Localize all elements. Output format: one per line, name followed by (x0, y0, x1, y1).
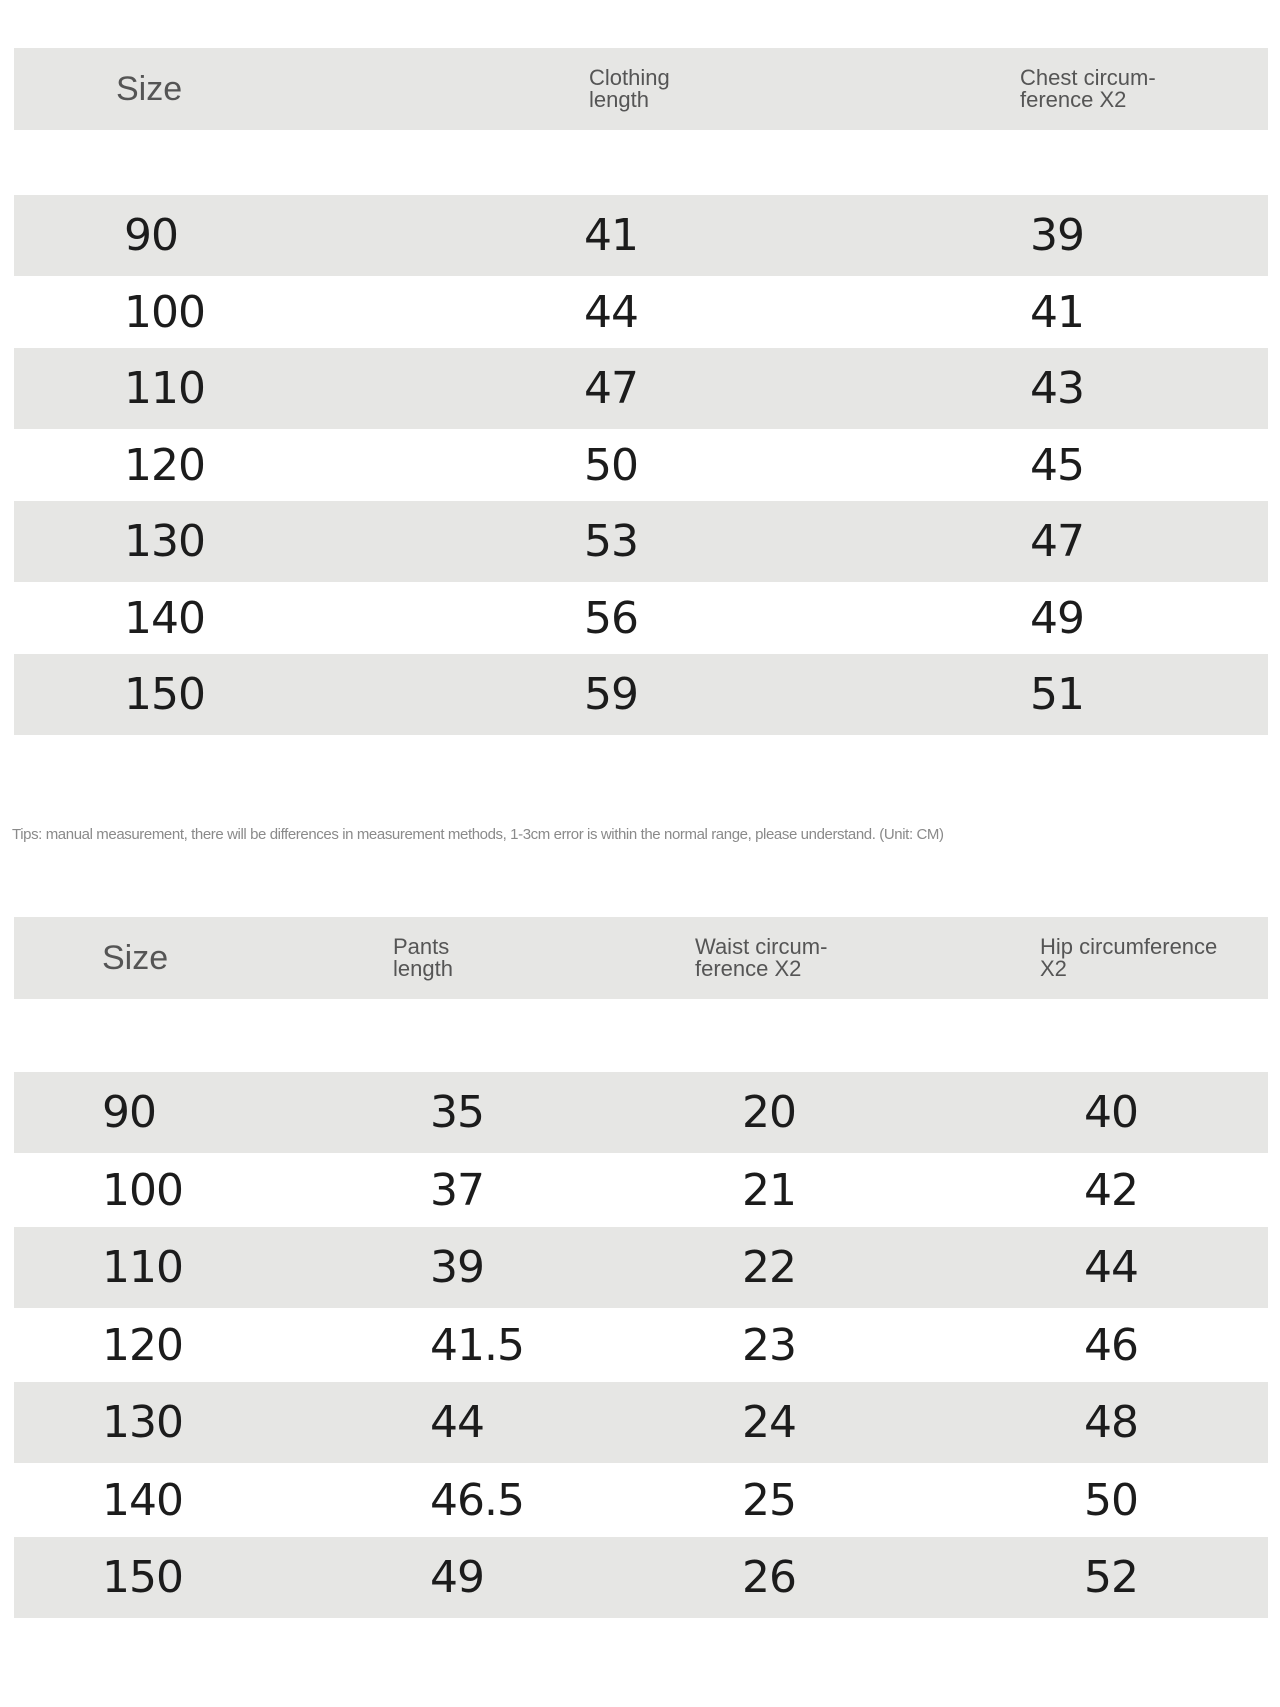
cell-hip: 40 (1084, 1087, 1138, 1138)
cell-chest: 45 (1030, 440, 1084, 491)
cell-waist: 22 (742, 1242, 796, 1293)
cell-clothing-length: 59 (584, 669, 638, 720)
cell-size: 90 (124, 210, 178, 261)
cell-chest: 47 (1030, 516, 1084, 567)
cell-clothing-length: 41 (584, 210, 638, 261)
header-pants-length-text: Pants length (393, 934, 453, 981)
table-row (14, 1305, 1268, 1386)
cell-chest: 43 (1030, 363, 1084, 414)
header-chest-text: Chest circum- ference X2 (1020, 65, 1156, 112)
cell-chest: 41 (1030, 287, 1084, 338)
table-row (14, 654, 1268, 735)
header-hip (1040, 917, 1230, 999)
cell-pants-length: 44 (430, 1397, 484, 1448)
cell-size: 110 (102, 1242, 183, 1293)
cell-hip: 42 (1084, 1165, 1138, 1216)
tips-text: Tips: manual measurement, there will be differences in measurement methods, 1-3cm error is within the normal range, please understand. (Unit: CM) (12, 826, 944, 843)
cell-size: 140 (124, 593, 205, 644)
cell-hip: 46 (1084, 1320, 1138, 1371)
cell-waist: 20 (742, 1087, 796, 1138)
table-row (14, 1537, 1268, 1618)
header-size: Size (116, 69, 183, 108)
cell-clothing-length: 53 (584, 516, 638, 567)
header-chest (1020, 48, 1190, 130)
cell-pants-length: 37 (430, 1165, 484, 1216)
header-waist (695, 917, 865, 999)
table-row (14, 425, 1268, 506)
cell-chest: 49 (1030, 593, 1084, 644)
table-row (14, 1150, 1268, 1231)
cell-clothing-length: 44 (584, 287, 638, 338)
cell-size: 130 (124, 516, 205, 567)
cell-pants-length: 46.5 (430, 1475, 524, 1526)
cell-waist: 21 (742, 1165, 796, 1216)
cell-waist: 25 (742, 1475, 796, 1526)
pants-header-row (14, 917, 1268, 999)
cell-waist: 26 (742, 1552, 796, 1603)
header-size: Size (102, 938, 169, 977)
cell-hip: 50 (1084, 1475, 1138, 1526)
cell-hip: 48 (1084, 1397, 1138, 1448)
header-waist-text: Waist circum- ference X2 (695, 934, 828, 981)
header-clothing-length (589, 48, 729, 130)
table-row (14, 1382, 1268, 1463)
table-row (14, 195, 1268, 276)
cell-size: 140 (102, 1475, 183, 1526)
cell-size: 110 (124, 363, 205, 414)
table-row (14, 348, 1268, 429)
cell-size: 90 (102, 1087, 156, 1138)
table-row (14, 1072, 1268, 1153)
header-clothing-length-text: Clothing length (589, 65, 670, 112)
cell-pants-length: 35 (430, 1087, 484, 1138)
table-row (14, 501, 1268, 582)
cell-clothing-length: 56 (584, 593, 638, 644)
table-row (14, 1460, 1268, 1541)
cell-size: 100 (102, 1165, 183, 1216)
tops-header-row (14, 48, 1268, 130)
header-hip-text: Hip circumference X2 (1040, 934, 1218, 981)
cell-size: 120 (102, 1320, 183, 1371)
cell-hip: 52 (1084, 1552, 1138, 1603)
cell-size: 150 (102, 1552, 183, 1603)
cell-clothing-length: 47 (584, 363, 638, 414)
cell-size: 130 (102, 1397, 183, 1448)
cell-pants-length: 39 (430, 1242, 484, 1293)
cell-size: 100 (124, 287, 205, 338)
cell-hip: 44 (1084, 1242, 1138, 1293)
table-row (14, 578, 1268, 659)
cell-chest: 39 (1030, 210, 1084, 261)
cell-pants-length: 49 (430, 1552, 484, 1603)
cell-pants-length: 41.5 (430, 1320, 524, 1371)
cell-clothing-length: 50 (584, 440, 638, 491)
cell-size: 150 (124, 669, 205, 720)
header-pants-length (393, 917, 503, 999)
cell-size: 120 (124, 440, 205, 491)
cell-waist: 24 (742, 1397, 796, 1448)
table-row (14, 1227, 1268, 1308)
cell-chest: 51 (1030, 669, 1084, 720)
cell-waist: 23 (742, 1320, 796, 1371)
table-row (14, 272, 1268, 353)
